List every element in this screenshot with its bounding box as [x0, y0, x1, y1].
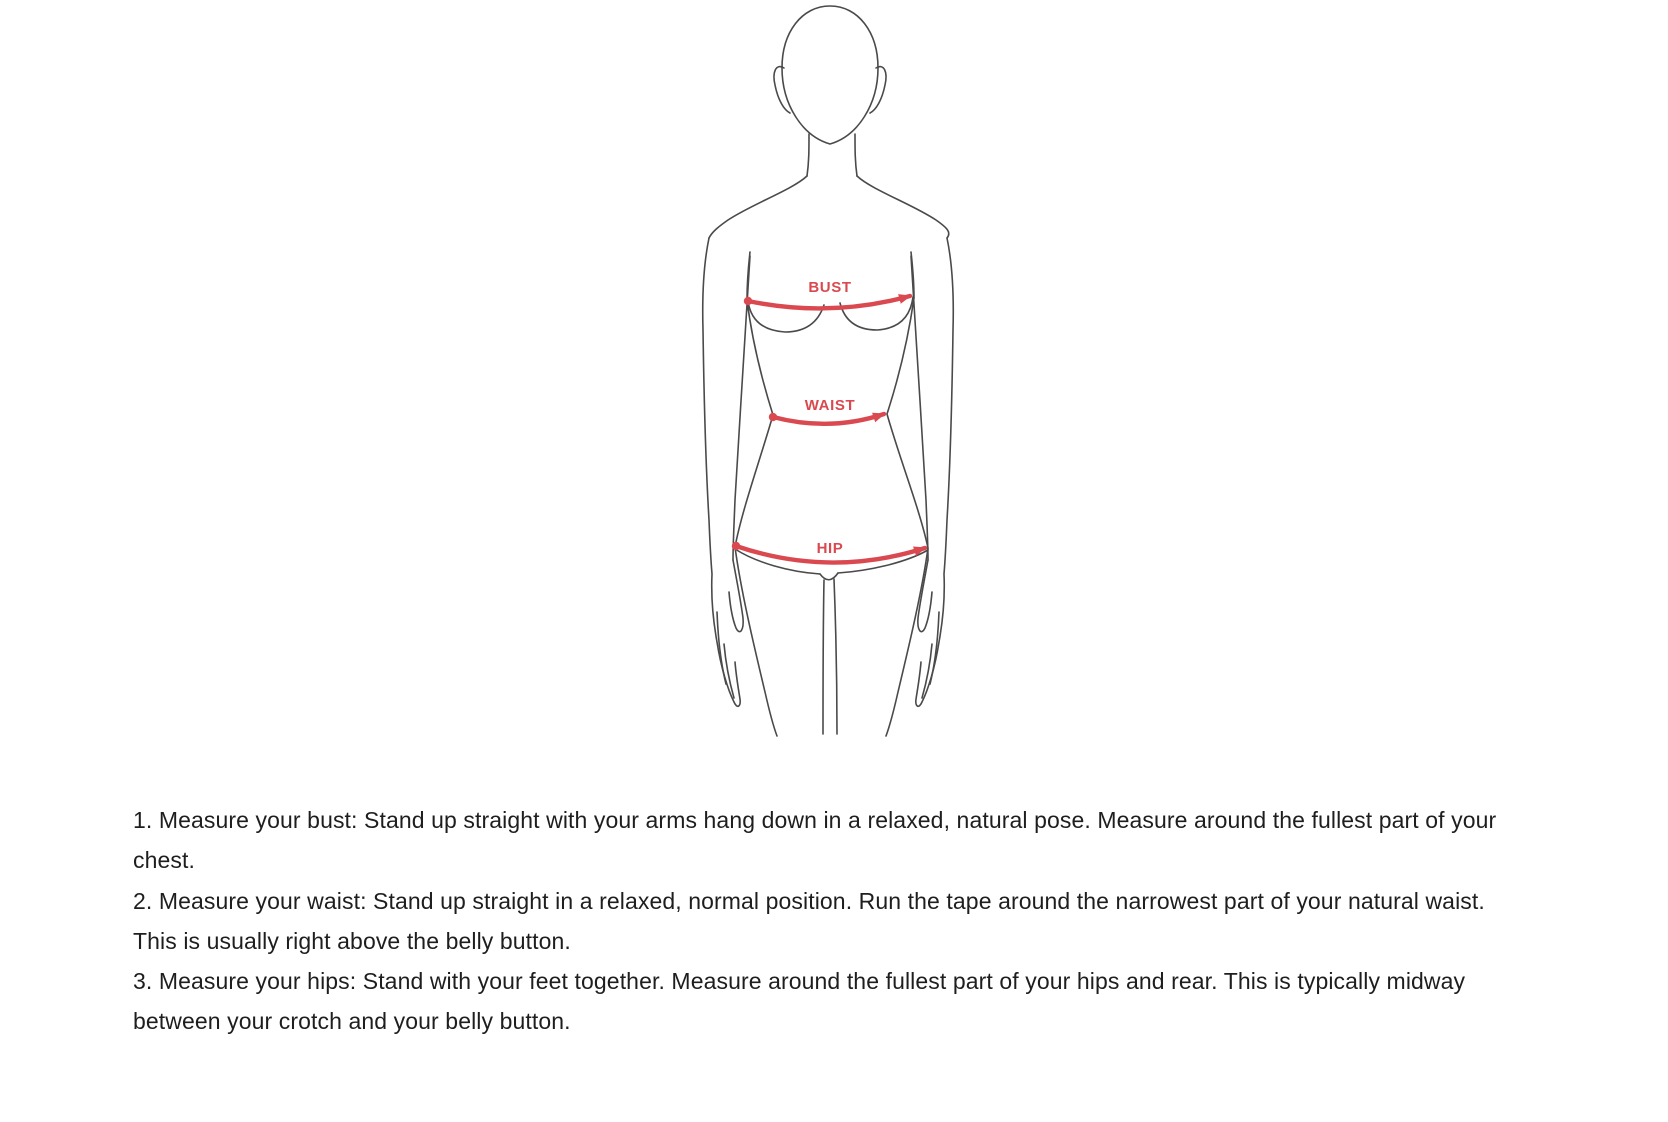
instruction-item-waist: 2. Measure your waist: Stand up straight in a relaxed, normal position. Run the tape around the narrowest part of your natural waist. This is usually right above the belly button. [133, 887, 1485, 954]
figure-head [782, 6, 878, 144]
figure-shoulder-right [857, 176, 949, 238]
figure-neck-right [855, 134, 857, 176]
hip-label: HIP [816, 540, 844, 557]
waist-measurement-arrow [773, 414, 884, 424]
figure-crotch-curve [820, 573, 838, 580]
figure-torso-right [886, 252, 928, 736]
figure-torso-left [735, 252, 777, 736]
waist-label: WAIST [804, 397, 856, 414]
figure-shoulder-left [709, 176, 807, 238]
figure-svg [692, 0, 956, 740]
body-measurement-figure [692, 0, 956, 740]
bust-measurement-arrow [748, 296, 910, 308]
figure-inner-leg-right [834, 579, 837, 734]
instruction-item-bust: 1. Measure your bust: Stand up straight with your arms hang down in a relaxed, natural pose. Measure around the fullest part of your chest. [133, 807, 1497, 874]
figure-neck-left [807, 134, 809, 176]
figure-left-thumb [729, 560, 743, 632]
figure-inner-leg-left [823, 580, 824, 734]
measuring-instructions [133, 800, 1505, 1042]
figure-right-arm [916, 238, 953, 706]
instruction-item-hips: 3. Measure your hips: Stand with your feet together. Measure around the fullest part of your hips and rear. This is typically midway between your crotch and your belly button. [133, 968, 1466, 1035]
bust-label: BUST [808, 279, 852, 296]
figure-left-arm [703, 238, 740, 706]
